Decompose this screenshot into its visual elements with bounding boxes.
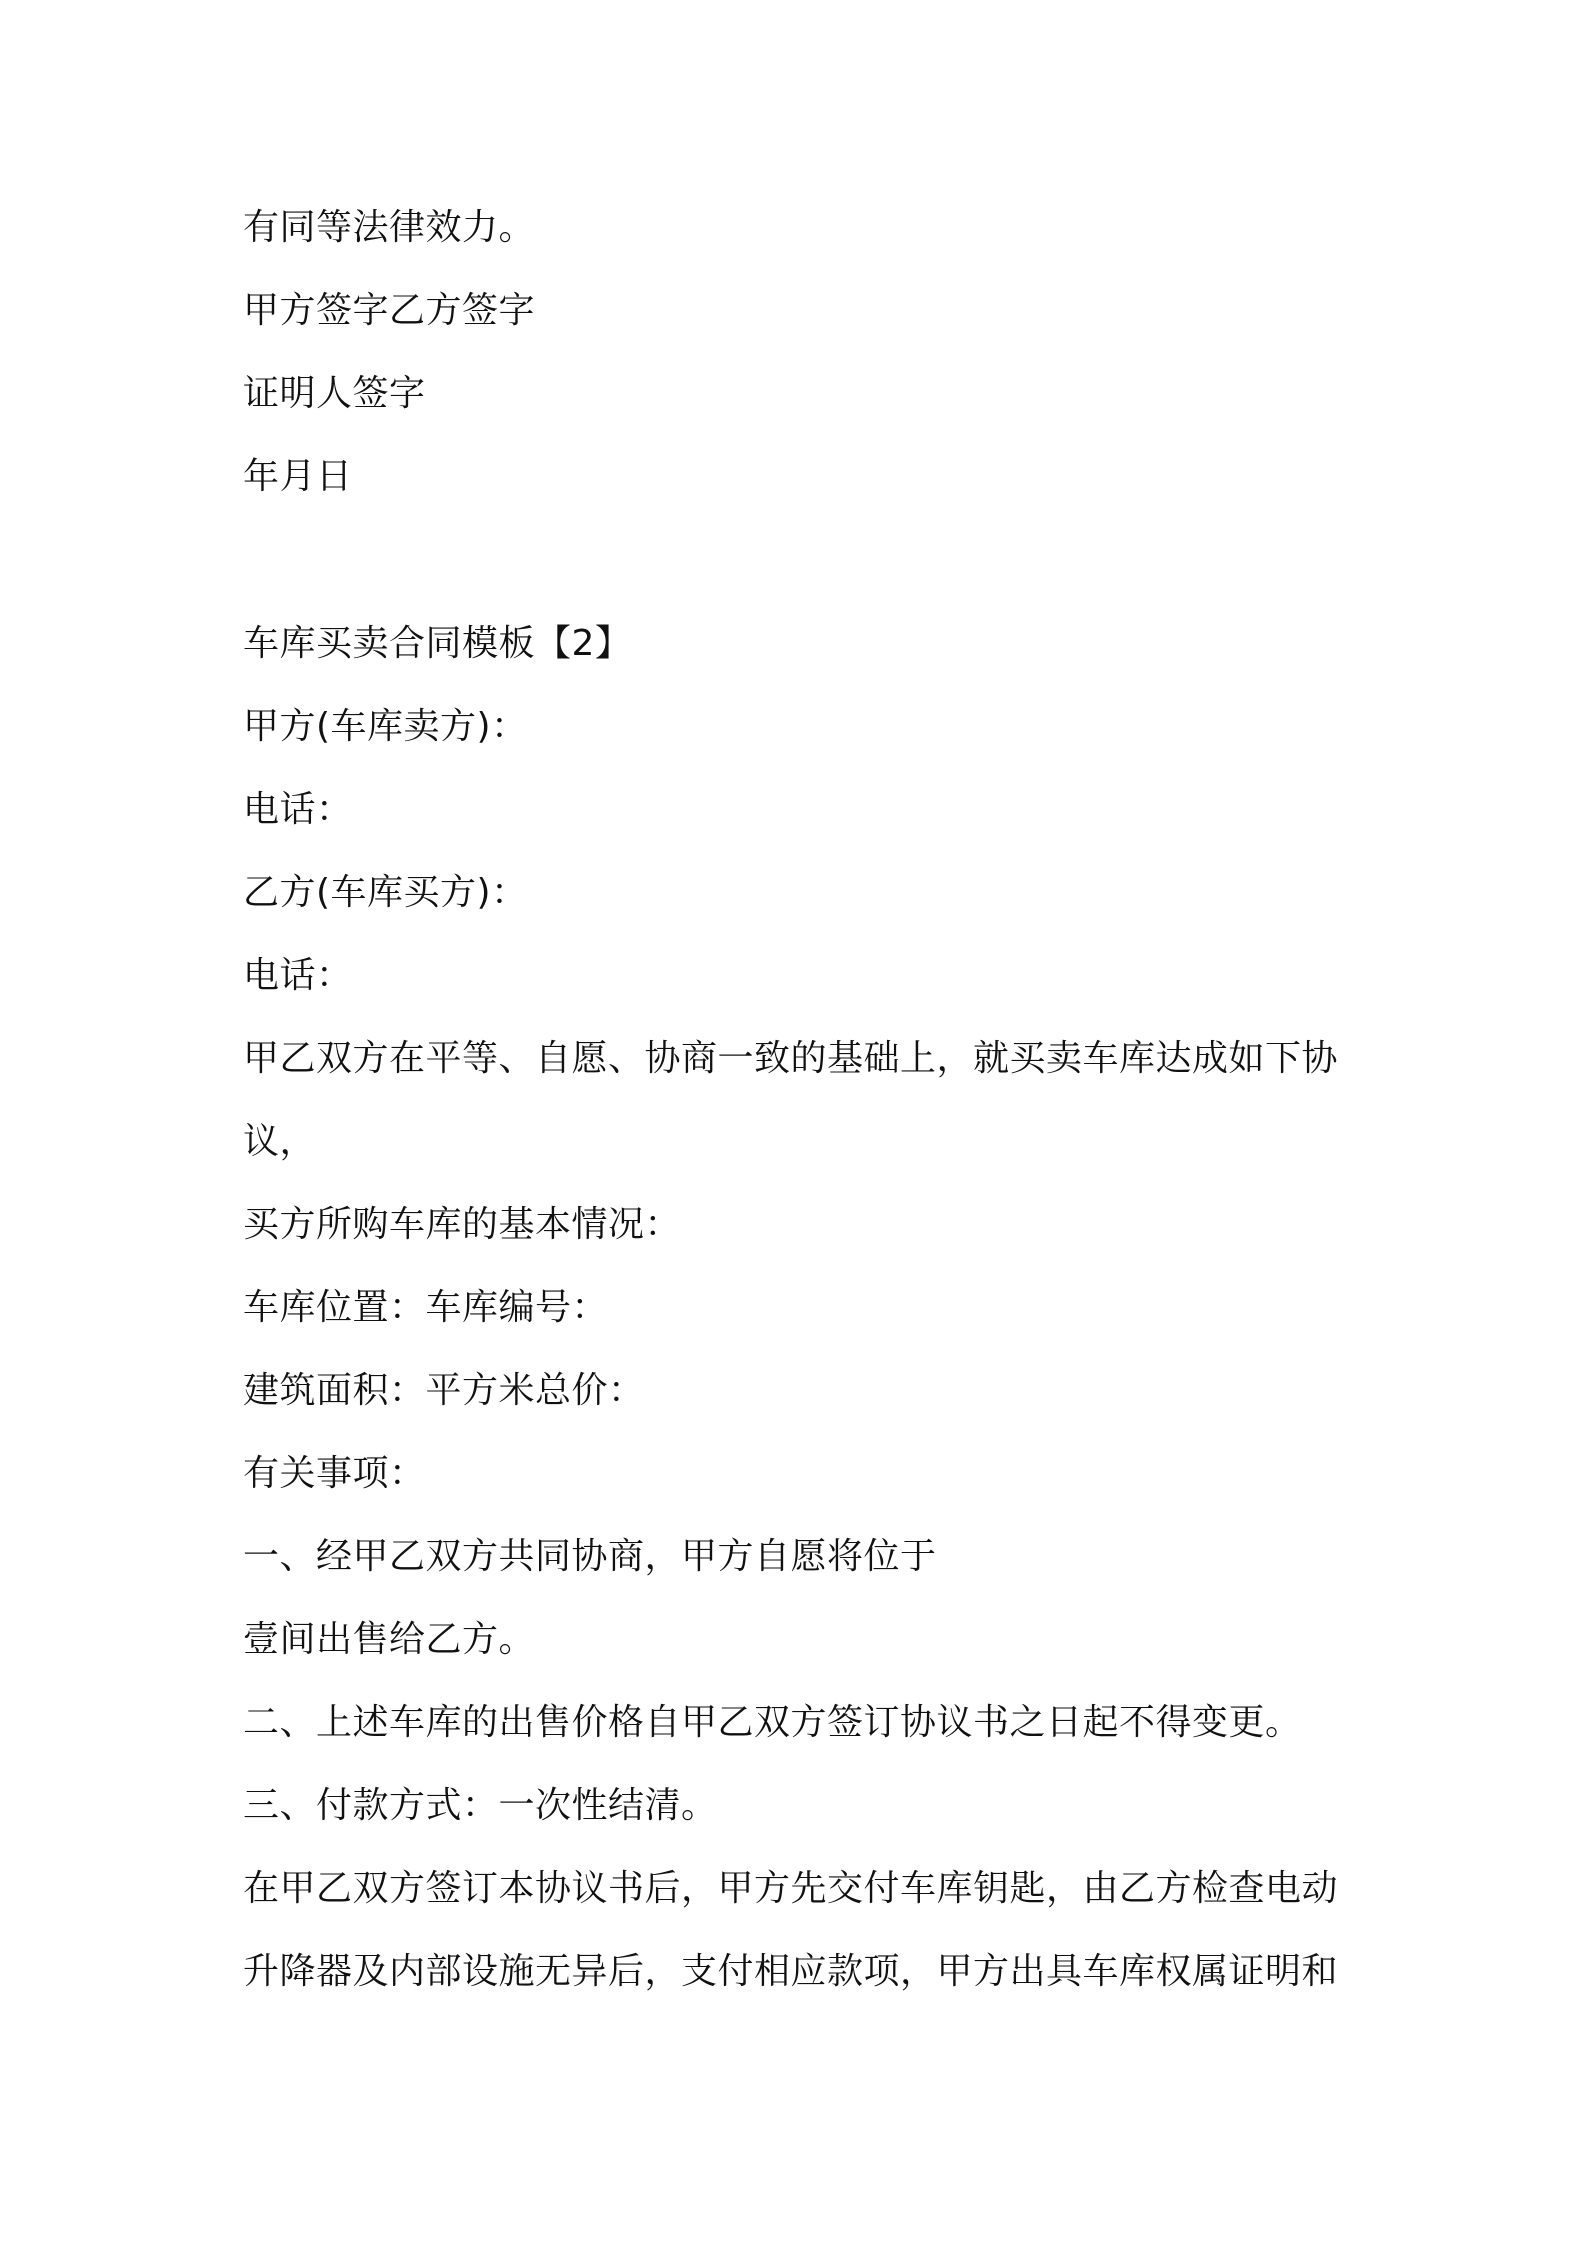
text-line: 电话：	[243, 789, 353, 830]
text-line: 升降器及内部设施无异后，支付相应款项，甲方出具车库权属证明和	[243, 1951, 1339, 1992]
text-line: 建筑面积：平方米总价：	[243, 1370, 645, 1411]
text-line: 电话：	[243, 955, 353, 996]
text-line: 一、经甲乙双方共同协商，甲方自愿将位于	[243, 1536, 937, 1577]
text-line: 甲方(车库卖方)：	[243, 706, 528, 747]
text-line: 买方所购车库的基本情况：	[243, 1204, 682, 1245]
text-line: 甲乙双方在平等、自愿、协商一致的基础上，就买卖车库达成如下协	[243, 1038, 1339, 1079]
text-line: 证明人签字	[243, 373, 426, 414]
text-line: 车库位置：车库编号：	[243, 1287, 609, 1328]
text-line: 甲方签字乙方签字	[243, 290, 536, 331]
text-line: 议，	[243, 1121, 317, 1162]
text-line: 乙方(车库买方)：	[243, 872, 528, 913]
text-line: 年月日	[243, 456, 353, 497]
text-line: 在甲乙双方签订本协议书后，甲方先交付车库钥匙，由乙方检查电动	[243, 1868, 1339, 1909]
text-line: 二、上述车库的出售价格自甲乙双方签订协议书之日起不得变更。	[243, 1702, 1302, 1743]
text-line: 壹间出售给乙方。	[243, 1619, 536, 1660]
section-title: 车库买卖合同模板【2】	[243, 623, 632, 664]
text-line: 三、付款方式：一次性结清。	[243, 1785, 718, 1826]
text-line: 有关事项：	[243, 1453, 426, 1494]
text-line: 有同等法律效力。	[243, 207, 536, 248]
